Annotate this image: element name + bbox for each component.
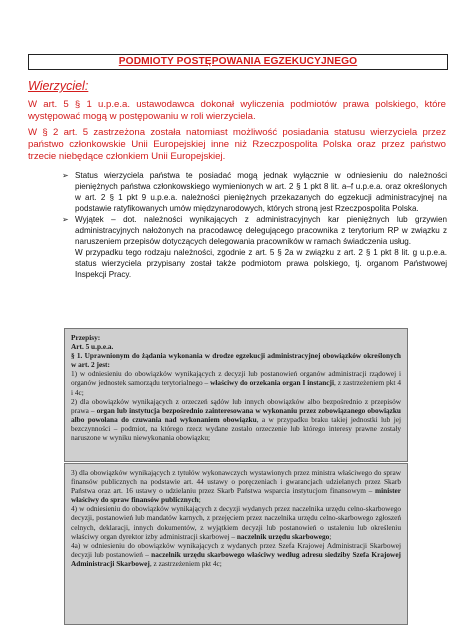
section-heading: Wierzyciel:	[28, 79, 89, 93]
bullet-item	[62, 170, 447, 214]
title-box	[28, 54, 448, 70]
bullet-text: Status wierzyciela państwa te posiadać mogą jednak wyłącznie w odniesieniu do należności pieniężnych państwa członkowskiego wymienionych w art. 2 § 1 pkt 8 lit. a–f u.p.e.a. oraz określonych w art. 2 § 1 pkt 9 u.p.e.a. należności pieniężnych przekazanych do egzekucji administracyjnej na podstawie ratyfikowanych umów międzynarodowych, których stroną jest Rzeczpospolita Polska.	[75, 171, 447, 213]
bullet-continuation: W przypadku tego rodzaju należności, zgodnie z art. 5 § 2a w związku z art. 2 § 1 pkt 8 lit. g u.p.e.a. status wierzyciela przypisany został także podmiotom prawa polskiego, tj. organom Państwowej Inspekcji Pracy.	[75, 248, 447, 279]
arrow-bullet-icon: ➢	[62, 171, 69, 180]
bullet-item	[62, 214, 447, 247]
document-title: PODMIOTY POSTĘPOWANIA EGZEKUCYJNEGO	[118, 56, 358, 67]
excerpt-item-3: 3) dla obowiązków wynikających z tytułów wykonawczych wystawionych przez ministra właściwego do spraw finansów publicznych na podstawie art. 44 ustawy o poręczeniach i gwarancjach udzielanych przez Skarb Państwa oraz art. 16 ustawy o udzielaniu przez Skarb Państwa wsparcia instytucjom finansowym – minister właściwy do spraw finansów publicznych;	[71, 468, 401, 505]
bullet-list	[62, 170, 447, 280]
legal-excerpt-text-continued	[71, 468, 401, 568]
excerpt-section-1: § 1. Uprawnionym do żądania wykonania w drodze egzekucji administracyjnej obowiązków określonych w art. 2 jest:	[71, 351, 401, 370]
excerpt-article: Art. 5 u.p.e.a.	[71, 342, 114, 352]
excerpt-item-4: 4) w odniesieniu do obowiązków wynikających z decyzji wydanych przez naczelnika urzędu celno-skarbowego decyzji, postanowień lub mandatów karnych, z przejęciem przez naczelnika urzędu celno-skarbowego zgłoszeń celnych, deklaracji, innych dokumentów, z wyjątkiem decyzji lub postanowień o ustaleniu lub określeniu właściwy organ dyrektor izby administracji skarbowej – naczelnik urzędu skarbowego;	[71, 504, 401, 541]
bullet-text: Wyjątek – dot. należności wynikających z administracyjnych kar pieniężnych lub grzywien administracyjnych nałożonych na pracodawcę delegującego pracownika z terytorium RP w związku z naruszeniem przepisów dotyczących delegowania pracowników w ramach świadczenia usług.	[75, 215, 447, 246]
excerpt-item-4a: 4a) w odniesieniu do obowiązków wynikających z wydanych przez Szefa Krajowej Administracji Skarbowej decyzji lub postanowień – naczelnik urzędu skarbowego właściwy według adresu siedziby Szefa Krajowej Administracji Skarbowej, z zastrzeżeniem pkt 4c;	[71, 540, 401, 568]
legal-excerpt-text	[71, 333, 401, 442]
excerpt-item-1: 1) w odniesieniu do obowiązków wynikających z decyzji lub postanowień organów administracji rządowej i organów jednostek samorządu terytorialnego – właściwy do orzekania organ I instancji, z zastrzeżeniem pkt 4 i 4c;	[71, 369, 401, 397]
arrow-bullet-icon: ➢	[62, 215, 69, 224]
excerpt-label: Przepisy:	[71, 333, 101, 342]
intro-paragraph-1: W art. 5 § 1 u.p.e.a. ustawodawca dokonał wyliczenia podmiotów prawa polskiego, które występować mogą w postępowaniu w roli wierzyciela.	[28, 99, 446, 123]
excerpt-item-2: 2) dla obowiązków wynikających z orzeczeń sądów lub innych obowiązków albo bezpośrednio z przepisów prawa – organ lub instytucja bezpośrednio zainteresowana w wykonaniu przez zobowiązanego obowiązku albo powołana do czuwania nad wykonaniem obowiązku, a w przypadku braku takiej jednostki lub jej bezczynności – podmiot, na którego rzecz wydane zostało orzeczenie lub którego interesy prawne zostały naruszone w wyniku niewykonania obowiązku;	[71, 396, 401, 443]
legal-excerpt-box	[64, 328, 408, 462]
legal-excerpt-box-continued	[64, 463, 408, 625]
intro-paragraph-2: W § 2 art. 5 zastrzeżona została natomiast możliwość posiadania statusu wierzyciela przez państwo członkowskie Unii Europejskiej inne niż Rzeczpospolita Polska oraz przez państwo trzecie niebędące członkiem Unii Europejskiej.	[28, 127, 446, 163]
